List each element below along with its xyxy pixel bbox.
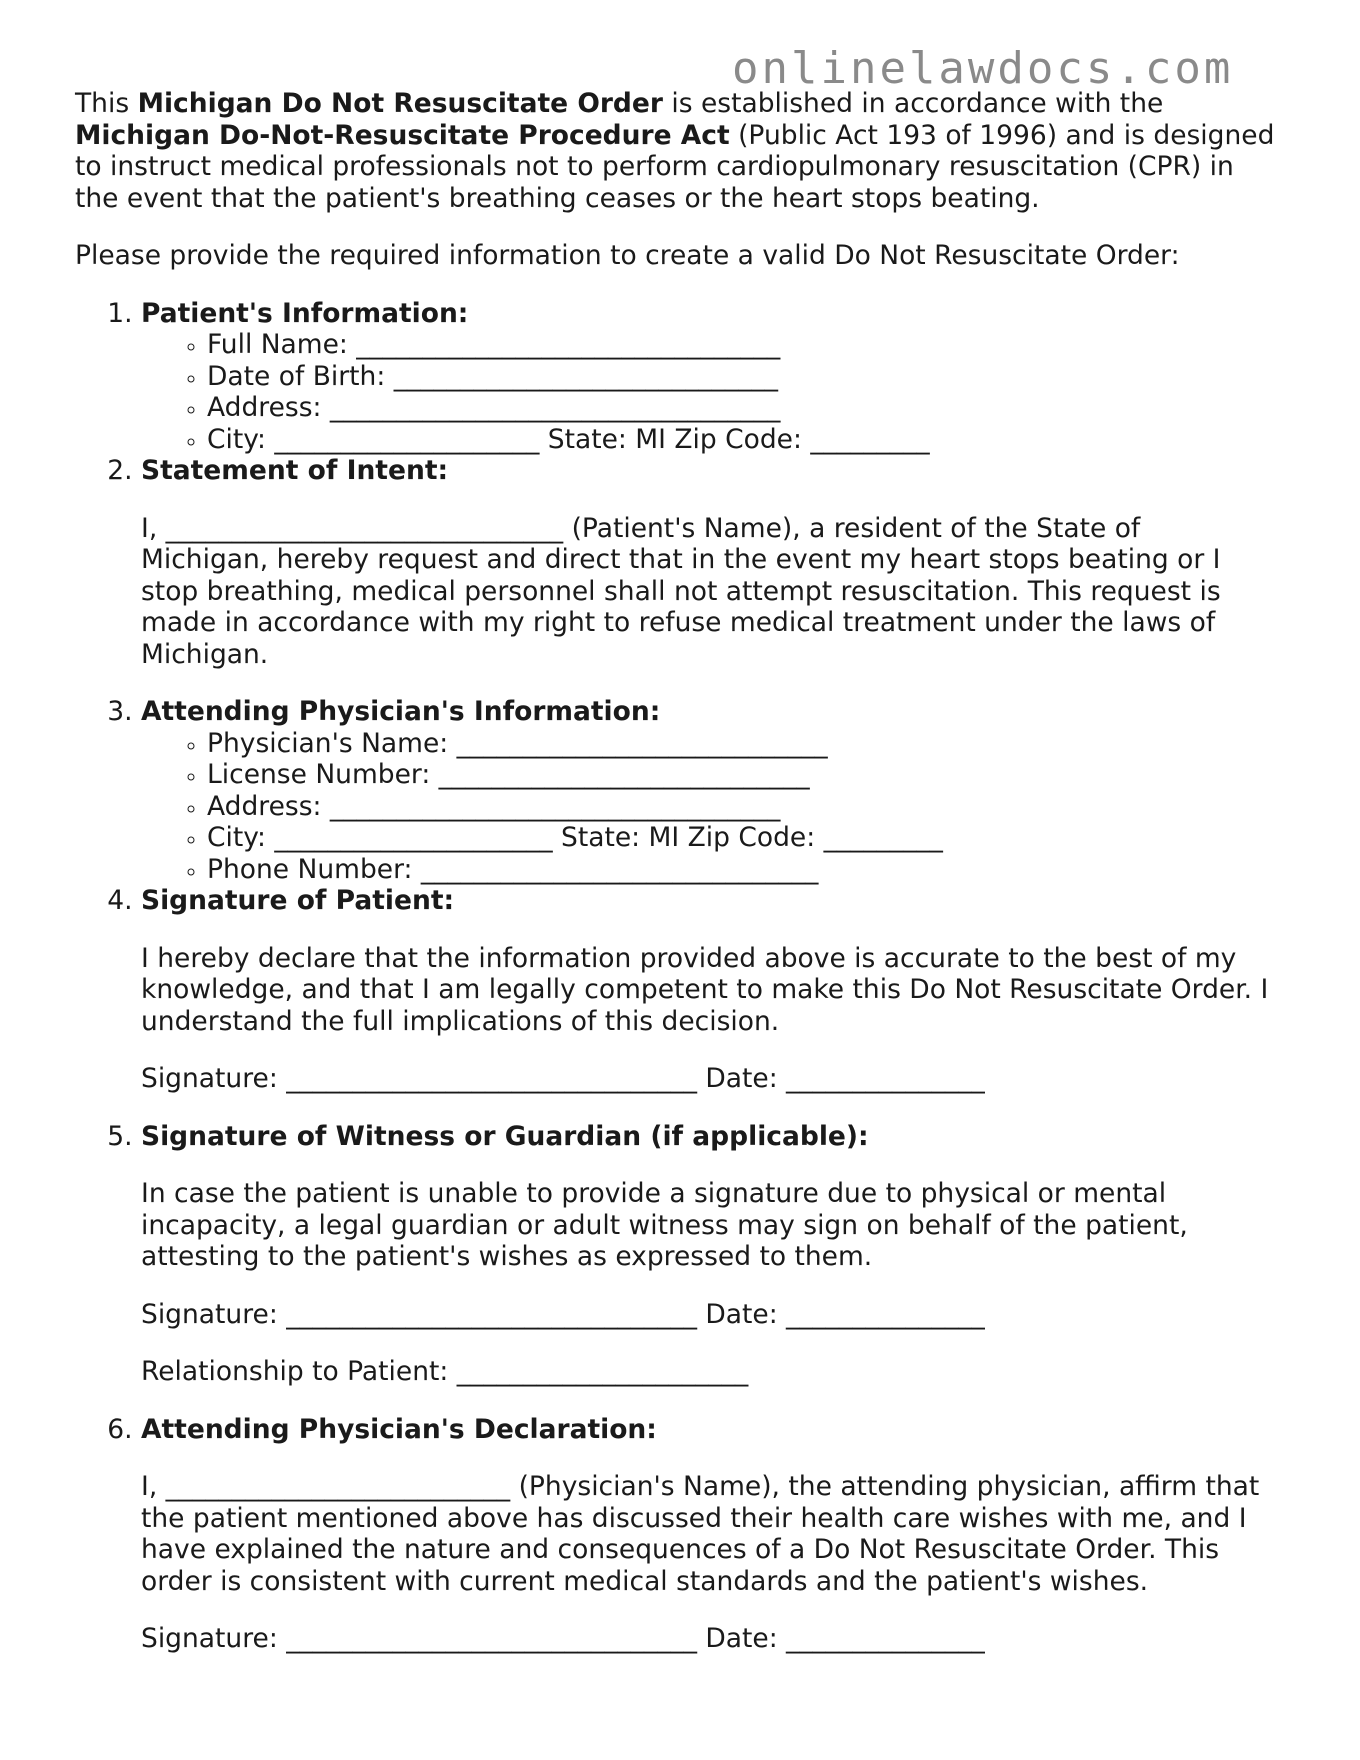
section-title: Signature of Witness or Guardian (if applicable): [141,1120,869,1152]
section-title: Signature of Patient: [141,885,455,916]
section-physician-information [141,696,1275,885]
physician-fields [141,728,1275,886]
intro-paragraph [75,88,1275,214]
patient-full-name-field[interactable]: ◦ Full Name: ________________________________ [207,329,1275,361]
relationship-to-patient-line[interactable]: Relationship to Patient: ______________________ [141,1356,749,1387]
patient-dob-field[interactable]: ◦ Date of Birth: _____________________________ [207,361,1275,393]
physician-declaration-text[interactable]: I, __________________________ (Physician's Name), the attending physician, affirm that the patient mentioned above has discussed their health care wishes with me, and I have explained the nature and consequences of a Do Not Resuscitate Order. This order is consistent with current medical standards and the patient's wishes. [141,1471,1260,1597]
intro-text-2: is established in accordance with the [662,88,1164,119]
physician-city-state-zip-field[interactable]: ◦ City: _____________________ State: MI Zip Code: _________ [207,822,1275,854]
section-title: Attending Physician's Declaration: [141,1413,657,1445]
witness-explanation-text: In case the patient is unable to provide a signature due to physical or mental incapacity, a legal guardian or adult witness may sign on behalf of the patient, attesting to the patient's wishes as expressed to them. [141,1178,1188,1272]
patient-address-field[interactable]: ◦ Address: __________________________________ [207,392,1275,424]
witness-signature-line[interactable]: Signature: _______________________________ Date: _______________ [141,1298,985,1330]
section-patient-information [141,298,1275,456]
intro-bold-order-name: Michigan Do Not Resuscitate Order [137,88,663,119]
intro-text-1: This [75,88,138,119]
statement-of-intent-text[interactable]: I, ______________________________ (Patient's Name), a resident of the State of Michigan, hereby request and direct that in the event my heart stops beating or I stop breathing, medical personnel shall not attempt resuscitation. This request is made in accordance with my right to refuse medical treatment under the laws of Michigan. [141,512,1221,670]
physician-license-field[interactable]: ◦ License Number: ____________________________ [207,759,1275,791]
instruction-prompt: Please provide the required information to create a valid Do Not Resuscitate Order: [75,240,1180,271]
section-statement-of-intent [141,455,1275,670]
intro-text-3: (Public Act 193 of 1996) and is designed to instruct medical professionals not to perform cardiopulmonary resuscitation (CPR) in the event that the patient's breathing ceases or the heart stops beating. [75,119,1275,214]
physician-address-field[interactable]: ◦ Address: __________________________________ [207,791,1275,823]
section-title: Patient's Information: [141,297,469,329]
section-title: Attending Physician's Information: [141,696,661,727]
physician-name-field[interactable]: ◦ Physician's Name: ____________________________ [207,728,1275,760]
section-witness-signature [141,1121,1275,1388]
section-title: Statement of Intent: [141,455,449,486]
patient-city-state-zip-field[interactable]: ◦ City: ____________________ State: MI Zip Code: _________ [207,424,1275,456]
watermark: onlinelawdocs.com [732,43,1234,94]
section-patient-signature [141,885,1275,1095]
intro-bold-act-name: Michigan Do-Not-Resuscitate Procedure Act [75,119,730,151]
physician-signature-line[interactable]: Signature: _______________________________ Date: _______________ [141,1623,985,1654]
document-body [75,88,1275,1655]
physician-phone-field[interactable]: ◦ Phone Number: ______________________________ [207,854,1275,886]
patient-signature-line[interactable]: Signature: _______________________________ Date: _______________ [141,1063,985,1094]
patient-declaration-text: I hereby declare that the information provided above is accurate to the best of my knowledge, and that I am legally competent to make this Do Not Resuscitate Order. I understand the full implications of this decision. [141,942,1269,1037]
section-physician-declaration [141,1414,1275,1655]
patient-fields [141,329,1275,455]
sections-list [75,298,1275,1655]
